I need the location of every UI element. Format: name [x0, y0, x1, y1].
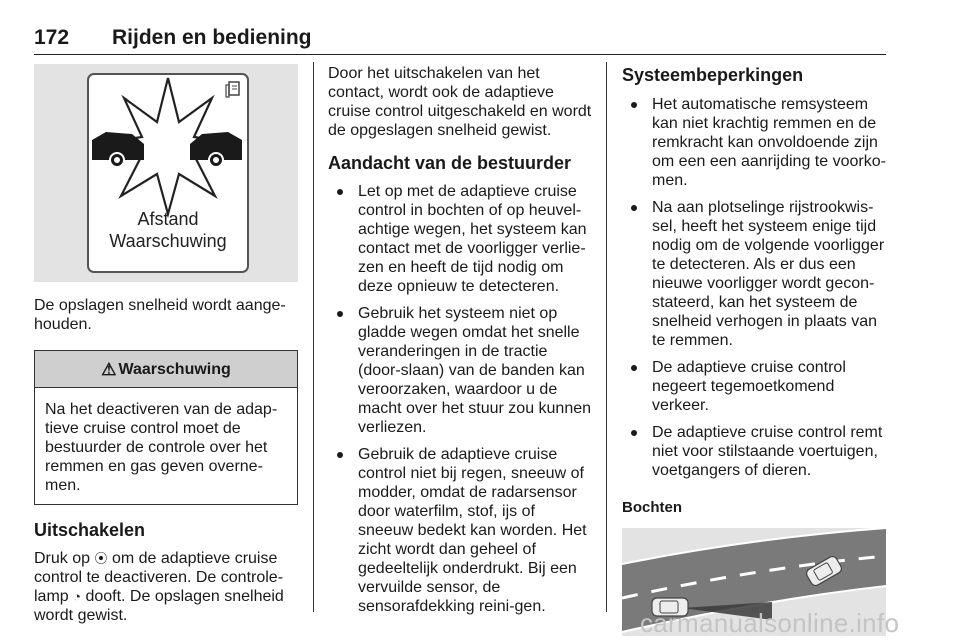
- section-title-systeembeperkingen: Systeembeperkingen: [622, 65, 804, 85]
- list-item: Let op met de adaptieve cruise control in bochten of op heuvel-achtige wegen, het systeem kan contact met de voorligger verlie-zen en heeft de tijd nodig om deze opnieuw te detecteren.: [328, 182, 592, 296]
- list-item: Het automatische remsysteem kan niet krachtig remmen en de remkracht kan onvoldoende zijn om een een aanrijding te voorko-men.: [622, 95, 888, 190]
- cruise-off-icon: ⦿: [94, 551, 108, 566]
- cruise-lamp-icon: ◔: [73, 589, 81, 604]
- middle-intro: Door het uitschakelen van het contact, wordt ook de adaptieve cruise control uitgeschakeld en wordt de opgeslagen snelheid gewist.: [328, 65, 592, 139]
- aandacht-list: [328, 182, 592, 616]
- right-column: [622, 64, 888, 636]
- list-item: Gebruik het systeem niet op gladde wegen omdat het snelle veranderingen in de tractie (door-slaan) van de banden kan veroorzaken, waardoor u de macht over het stuur zou kunnen verliezen.: [328, 304, 592, 437]
- warning-header: [35, 351, 297, 388]
- middle-column: [328, 64, 592, 616]
- page-number: 172: [34, 26, 70, 49]
- uitschakelen-text-3: dooft. De opslagen snelheid wordt gewist.: [34, 588, 284, 624]
- warning-body: Na het deactiveren van de adap-tieve cruise control moet de bestuurder de controle over het remmen en gas geven overne-men.: [45, 401, 278, 494]
- column-divider-1: [313, 62, 314, 612]
- chapter-title: Rijden en bediening: [112, 26, 312, 49]
- page-header: [34, 26, 886, 55]
- intro-text: De opslagen snelheid wordt aange-houden.: [34, 297, 286, 333]
- left-column: [34, 64, 298, 625]
- figure-distance-warning: [34, 64, 298, 282]
- warning-title: Waarschuwing: [118, 360, 231, 378]
- warning-triangle-icon: ⚠: [101, 359, 117, 379]
- subsection-title-bochten: Bochten: [622, 499, 682, 516]
- list-item: De adaptieve cruise control negeert tegemoetkomend verkeer.: [622, 358, 888, 415]
- column-divider-2: [606, 62, 607, 612]
- uitschakelen-text-2: om de adaptieve cruise control te deactiveren. De controle-lamp: [34, 550, 284, 605]
- systeembeperkingen-list: [622, 95, 888, 480]
- warning-box: [34, 350, 298, 505]
- uitschakelen-text-1: Druk op: [34, 550, 91, 567]
- figure-label-line-2: Waarschuwing: [109, 231, 227, 251]
- list-item: Na aan plotselinge rijstrookwis-sel, heeft het systeem enige tijd nodig om de volgende voorligger te detecteren. Als er dus een nieuwe voorligger wordt gecon-stateerd, kan het systeem de snelheid verhogen in plaats van te remmen.: [622, 198, 888, 350]
- list-item: Gebruik de adaptieve cruise control niet bij regen, sneeuw of modder, omdat de radarsensor door waterfilm, stof, ijs of sneeuw bedekt kan worden. Het zicht wordt dan geheel of gedeeltelijk onderdrukt. Bij een vervuilde sensor, de sensorafdekking reini-gen.: [328, 445, 592, 616]
- list-item: De adaptieve cruise control remt niet voor stilstaande voertuigen, voetgangers of dieren.: [622, 423, 888, 480]
- uitschakelen-text: [34, 549, 298, 625]
- section-title-aandacht: Aandacht van de bestuurder: [328, 153, 572, 173]
- footer-watermark: carmanualsonline.info: [640, 608, 900, 638]
- figure-label-line-1: Afstand: [137, 209, 199, 229]
- section-title-uitschakelen: Uitschakelen: [34, 520, 146, 540]
